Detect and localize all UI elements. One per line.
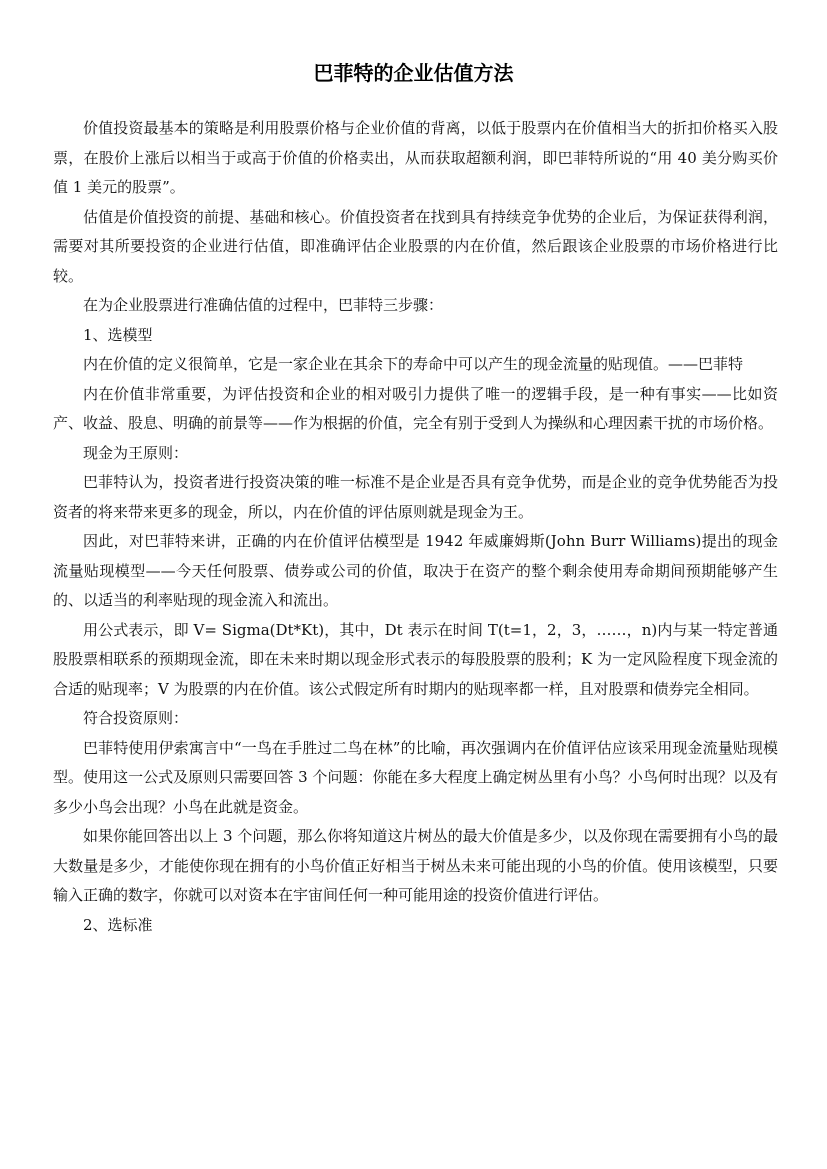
- heading-cash-principle: 现金为王原则：: [83, 443, 189, 462]
- paragraph-three-steps: 在为企业股票进行准确估值的过程中，巴菲特三步骤：: [83, 296, 444, 314]
- paragraph-dcf-model: 因此，对巴菲特来讲，正确的内在价值评估模型是 1942 年威廉姆斯(John Burr Williams)提出的现金流量贴现模型——今天任何股票、债券或公司的价值，取决于在资产的整个剩余使用寿命期间预期能够产生的、以适当的利率贴现的现金流入和流出。: [53, 532, 778, 609]
- document-title: 巴菲特的企业估值方法: [313, 61, 514, 85]
- paragraph-intrinsic-definition: 内在价值的定义很简单，它是一家企业在其余下的寿命中可以产生的现金流量的贴现值。——巴菲特: [83, 355, 744, 373]
- heading-step-2: 2、选标准: [83, 915, 153, 934]
- paragraph-valuation-core: 估值是价值投资的前提、基础和核心。价值投资者在找到具有持续竞争优势的企业后，为保证获得利润，需要对其所要投资的企业进行估值，即准确评估企业股票的内在价值，然后跟该企业股票的市场价格进行比较。: [53, 207, 778, 285]
- heading-investment-principle: 符合投资原则：: [83, 709, 189, 727]
- heading-step-1: 1、选模型: [83, 325, 153, 344]
- paragraph-formula: 用公式表示，即 V= Sigma(Dt*Kt)，其中，Dt 表示在时间 T(t=1，2，3，……，n)内与某一特定普通股股票相联系的预期现金流，即在未来时期以现金形式表示的每股股票的股利；K 为一定风险程度下现金流的合适的贴现率；V 为股票的内在价值。该公式假定所有时期内的贴现率都一样，且对股票和债券完全相同。: [53, 620, 778, 698]
- paragraph-intro-strategy: 价值投资最基本的策略是利用股票价格与企业价值的背离，以低于股票内在价值相当大的折扣价格买入股票，在股价上涨后以相当于或高于价值的价格卖出，从而获取超额利润，即巴菲特所说的“用 40 美分购买价值 1 美元的股票”。: [53, 119, 778, 196]
- paragraph-cash-is-king: 巴菲特认为，投资者进行投资决策的唯一标准不是企业是否具有竞争优势，而是企业的竞争优势能否为投资者的将来带来更多的现金，所以，内在价值的评估原则就是现金为王。: [53, 473, 778, 521]
- document-body: [53, 114, 778, 940]
- paragraph-bird-in-hand: 巴菲特使用伊索寓言中“一鸟在手胜过二鸟在林”的比喻，再次强调内在价值评估应该采用现金流量贴现模型。使用这一公式及原则只需要回答 3 个问题：你能在多大程度上确定树丛里有小鸟？小鸟何时出现？以及有多少小鸟会出现？小鸟在此就是资金。: [53, 738, 778, 816]
- paragraph-three-questions: 如果你能回答出以上 3 个问题，那么你将知道这片树丛的最大价值是多少，以及你现在需要拥有小鸟的最大数量是多少，才能使你现在拥有的小鸟价值正好相当于树丛未来可能出现的小鸟的价值。使用该模型，只要输入正确的数字，你就可以对资本在宇宙间任何一种可能用途的投资价值进行评估。: [53, 827, 778, 904]
- paragraph-intrinsic-importance: 内在价值非常重要，为评估投资和企业的相对吸引力提供了唯一的逻辑手段，是一种有事实——比如资产、收益、股息、明确的前景等——作为根据的价值，完全有别于受到人为操纵和心理因素干扰的市场价格。: [53, 384, 778, 432]
